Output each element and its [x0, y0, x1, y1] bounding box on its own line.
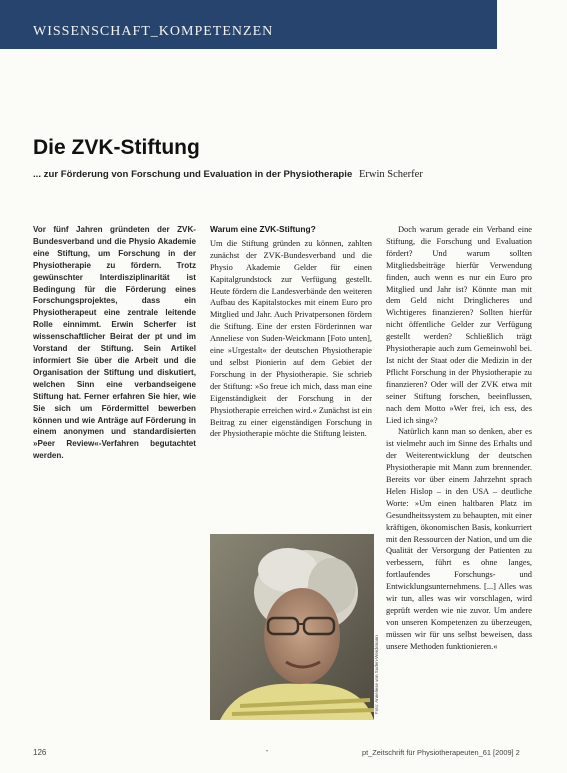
lead-column	[33, 224, 196, 524]
journal-footer: pt_Zeitschrift für Physiotherapeuten_61 [2009] 2	[362, 748, 520, 757]
register-mark-icon: •	[266, 749, 269, 755]
page-number: 126	[33, 748, 47, 757]
middle-column	[210, 224, 372, 524]
body-paragraph: Doch warum gerade ein Verband eine Stiftung, die Forschung und Evaluation fördert? Und warum sollten Mitgliedsbeiträge hierfür Verwendung finden, auch wenn es nur ein Euro pro Mitglied und Jahr ist? Könnte man mit dem Geld nicht Dringlicheres und Wichtigeres finanzieren? Sollten hierfür nicht öffentliche Gelder zur Verfügung gestellt werden? Schließlich trägt Physiotherapie auch zum Gemeinwohl bei. Ist nicht der Staat oder die Medizin in der Pflicht Forschung in der Physiotherapie zu finanzieren? Oder will der ZVK etwa mit seiner Stiftung forschen, beeinflussen, nach dem Motto »Wer frei, ich ess, des Lied ich sing«?	[386, 225, 532, 425]
section-heading: Warum eine ZVK-Stiftung?	[210, 224, 316, 234]
portrait-image	[210, 534, 374, 720]
photo-credit: Foto: Anneliese von Suden-Weickmann	[374, 635, 379, 714]
subtitle-text: ... zur Förderung von Forschung und Evaluation in der Physiotherapie	[33, 169, 353, 180]
body-paragraph: Um die Stiftung gründen zu können, zahlten zunächst der ZVK-Bundesverband und die Physio Akademie Gelder für einen Kapitalgrundstock zur Verfügung gestellt. Heute fördern die Landesverbände den weiteren Aufbau des Kapitalstockes mit einem Euro pro Mitglied und Jahr. Auch Privatpersonen fördern die Stiftung. Eine der ersten Förderinnen war Anneliese von Suden-Weickmann [Foto unten], eine »Urgestalt« der deutschen Physiotherapie und selbst Pionierin auf dem Gebiet der Forschung in der Physiotherapie. Sie schrieb der Stiftung: »So freue ich mich, dass man eine Eigenständigkeit der Forschung in der Physiotherapie erreichen wird.« Zunächst ist ein Beitrag zu einer eigenständigen Forschung in der Physiotherapie möchte die Stiftung leisten.	[210, 238, 372, 439]
portrait-photo	[210, 534, 374, 720]
body-paragraph: Natürlich kann man so denken, aber es ist vielmehr auch im Sinne des Erhalts und der Weiterentwicklung der deutschen Physiotherapie mit Mann zum brennender. Bereits vor über einem Jahrzehnt sprach Helen Hislop – in den USA – deutliche Worte: »Um einen haltbaren Platz im Gesundheitssystem zu behaupten, mit einer kräftigen, ökonomischen Basis, konkurriert mit den Ressourcen der Nation, und um die Qualität der Versorgung der Patienten zu verbessern, führt es ohne langes, fortlaufendes Forschungs- und Entwicklungsunternehmens. [...] Alles was wir tun, alles was wir vorschlagen, wird geprüft werden wie nie zuvor. Um andere von unseren Kompetenzen zu überzeugen, müssen wir für uns selbst beweisen, dass unsere Methoden funktionieren.«	[386, 427, 532, 651]
section-header-bar	[0, 0, 497, 49]
article-title: Die ZVK-Stiftung	[33, 136, 200, 159]
article-subtitle	[33, 169, 533, 180]
section-label: WISSENSCHAFT_KOMPETENZEN	[33, 24, 274, 39]
author-name: Erwin Scherfer	[358, 169, 423, 180]
right-column	[386, 224, 532, 709]
lead-paragraph: Vor fünf Jahren gründeten der ZVK-Bundesverband und die Physio Akademie eine Stiftung, um Forschung in der Physiotherapie zu fördern. Trotz gewünschter Interdisziplinarität ist Bedingung für die Förderung eines Forschungsprojektes, dass ein Physiotherapeut eine zentrale leitende Rolle einnimmt. Erwin Scherfer ist wissenschaftlicher Beirat der pt und im Vorstand der Stiftung. Sein Artikel informiert Sie über die Arbeit und die Organisation der Stiftung und diskutiert, welchen Sinn eine verbandseigene Stiftung hat. Ferner erfahren Sie hier, wie Sie sich um Fördermittel bewerben können und wie Anträge auf Förderung in einem anonymen und standardisierten »Peer Review«-Verfahren begutachtet werden.	[33, 225, 196, 461]
